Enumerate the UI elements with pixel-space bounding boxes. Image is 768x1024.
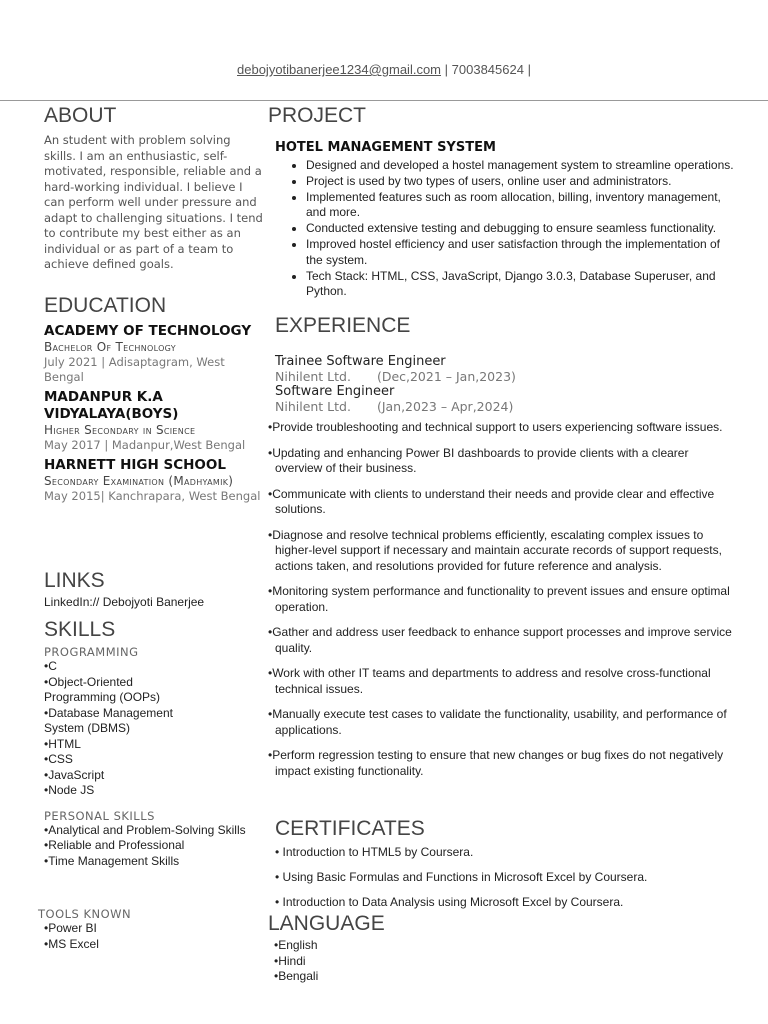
experience-item: •Communicate with clients to understand their needs and provide clear and effective solutions. — [268, 486, 715, 516]
certificate-item: • Using Basic Formulas and Functions in Microsoft Excel by Coursera. — [275, 870, 648, 884]
experience-items — [268, 420, 734, 789]
certificate-item: • Introduction to Data Analysis using Microsoft Excel by Coursera. — [275, 895, 624, 909]
personal-skills-heading: PERSONAL SKILLS — [44, 808, 155, 823]
skill-item: •JavaScript — [44, 767, 105, 782]
role-dates: (Jan,2023 – Apr,2024) — [376, 399, 514, 414]
language-item: •Bengali — [274, 969, 319, 983]
linkedin-link[interactable]: LinkedIn:// Debojyoti Banerjee — [44, 595, 205, 609]
personal-skill-item: •Analytical and Problem-Solving Skills — [44, 822, 246, 837]
role-company-line — [275, 369, 735, 384]
company-name: Nihilent Ltd. — [275, 369, 351, 384]
programming-list — [44, 659, 184, 799]
about-section — [44, 104, 264, 273]
project-heading: PROJECT — [268, 104, 367, 127]
education-entry — [44, 389, 264, 453]
about-heading: ABOUT — [44, 104, 117, 127]
education-heading: EDUCATION — [44, 294, 167, 317]
links-section — [44, 569, 264, 611]
project-bullet: • Conducted extensive testing and debugging to ensure seamless functionality. — [306, 221, 736, 237]
language-item: •English — [274, 938, 318, 952]
skill-item: •Node JS — [44, 783, 95, 797]
contact-line — [0, 62, 768, 77]
tool-item: •MS Excel — [44, 936, 99, 951]
experience-item: •Diagnose and resolve technical problems efficiently, escalating complex issues to higher-level support if necessary and maintain accurate records of support requests, actions taken, and resolutions provided for future reference and analysis. — [268, 527, 722, 573]
experience-item: •Perform regression testing to ensure that new changes or bug fixes do not negatively impact existing functionality. — [268, 748, 724, 778]
skill-item: •CSS — [44, 752, 73, 766]
programming-heading: PROGRAMMING — [44, 645, 139, 659]
education-meta: May 2015| Kanchrapara, West Bengal — [44, 489, 261, 503]
education-meta: May 2017 | Madanpur,West Bengal — [44, 438, 246, 452]
degree: Secondary Examination (Madhyamik) — [44, 474, 234, 488]
personal-skill-item: •Time Management Skills — [44, 853, 180, 868]
skill-item: •HTML — [44, 736, 81, 751]
language-section — [268, 912, 728, 985]
experience-role — [275, 384, 735, 414]
experience-heading: EXPERIENCE — [275, 314, 411, 337]
project-bullet: • Designed and developed a hostel management system to streamline operations. — [306, 158, 736, 174]
skills-heading: SKILLS — [44, 618, 116, 641]
experience-item: •Provide troubleshooting and technical support to users experiencing software issues. — [268, 420, 723, 434]
project-bullet: • Tech Stack: HTML, CSS, JavaScript, Django 3.0.3, Database Superuser, and Python. — [306, 269, 736, 301]
education-entry — [44, 323, 264, 385]
education-meta: July 2021 | Adisaptagram, West Bengal — [44, 355, 225, 384]
phone-number: 7003845624 — [451, 62, 524, 77]
skill-item: •Object-Oriented Programming (OOPs) — [44, 674, 161, 704]
degree: Higher Secondary in Science — [44, 423, 196, 437]
language-item: •Hindi — [274, 953, 306, 968]
experience-item: •Work with other IT teams and departments to address and resolve cross-functional technical issues. — [268, 666, 711, 696]
role-title: Software Engineer — [275, 384, 395, 399]
skills-section — [44, 618, 264, 869]
tools-section — [38, 907, 238, 952]
experience-item: •Updating and enhancing Power BI dashboards to provide clients with a clearer overview of their business. — [268, 445, 689, 475]
language-heading: LANGUAGE — [268, 912, 385, 935]
email-link[interactable]: debojyotibanerjee1234@gmail.com — [237, 62, 442, 77]
project-bullet: • Project is used by two types of users, online user and administrators. — [306, 174, 736, 190]
role-dates: (Dec,2021 – Jan,2023) — [376, 369, 516, 384]
project-bullets — [268, 158, 736, 300]
skill-item: •C — [44, 659, 57, 673]
certificate-item: • Introduction to HTML5 by Coursera. — [275, 845, 474, 859]
experience-role — [275, 354, 735, 384]
project-section — [268, 104, 736, 300]
separator: | — [444, 62, 449, 77]
school-name: ACADEMY OF TECHNOLOGY — [44, 323, 252, 339]
tool-item: •Power BI — [44, 921, 97, 935]
project-bullet: • Implemented features such as room allocation, billing, inventory management, and more. — [306, 190, 736, 222]
tools-heading: TOOLS KNOWN — [38, 907, 132, 921]
about-text: An student with problem solving skills. I am an enthusiastic, self-motivated, responsible, reliable and a hard-working individual. I believe I can perform well under pressure and adapt to challenging situations. I tend to contribute my best either as an individual or as part of a team to achieve defined goals. — [44, 133, 263, 271]
header-divider — [0, 100, 768, 101]
experience-item: •Gather and address user feedback to enhance support processes and improve service quality. — [268, 625, 732, 655]
school-name: MADANPUR K.A VIDYALAYA(BOYS) — [44, 389, 179, 422]
skill-item: •Database Management System (DBMS) — [44, 705, 173, 735]
separator: | — [527, 62, 531, 77]
company-name: Nihilent Ltd. — [275, 399, 351, 414]
role-company-line — [275, 399, 735, 414]
experience-item: •Monitoring system performance and functionality to prevent issues and ensure optimal operation. — [268, 584, 730, 614]
experience-item: •Manually execute test cases to validate the functionality, usability, and performance of applications. — [268, 707, 727, 737]
education-entry — [44, 457, 264, 504]
project-bullet: • Improved hostel efficiency and user satisfaction through the implementation of the system. — [306, 237, 736, 269]
personal-skill-item: •Reliable and Professional — [44, 838, 185, 852]
school-name: HARNETT HIGH SCHOOL — [44, 457, 226, 473]
links-heading: LINKS — [44, 569, 105, 592]
certificates-section — [275, 817, 735, 920]
certificates-heading: CERTIFICATES — [275, 817, 425, 840]
education-section — [44, 294, 264, 504]
project-title: HOTEL MANAGEMENT SYSTEM — [275, 140, 496, 155]
experience-section — [275, 314, 735, 414]
degree: Bachelor Of Technology — [44, 340, 176, 354]
role-title: Trainee Software Engineer — [275, 354, 446, 369]
